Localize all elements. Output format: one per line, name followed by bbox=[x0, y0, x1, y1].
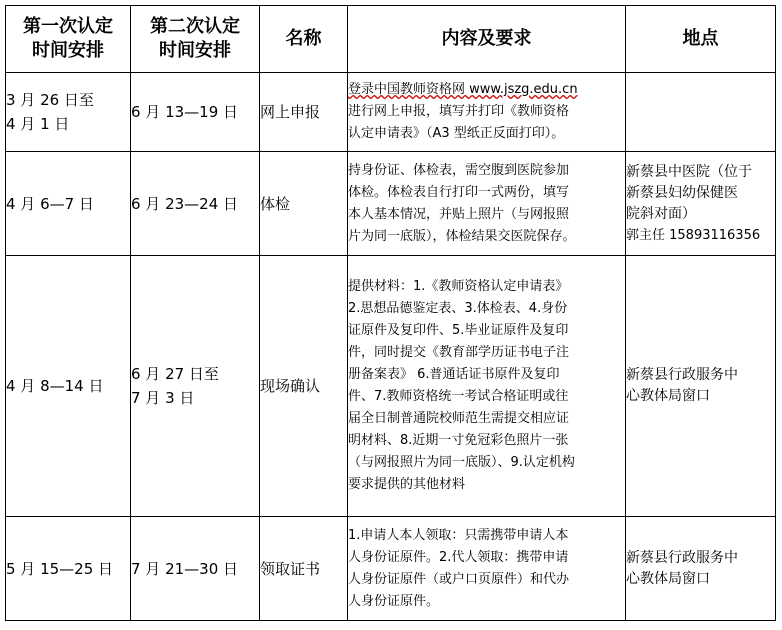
header-first-schedule: 第一次认定 时间安排 bbox=[6, 6, 131, 73]
schedule-table bbox=[5, 5, 776, 621]
place-cell: 新蔡县行政服务中 心教体局窗口 bbox=[626, 517, 776, 621]
place-cell: 新蔡县中医院（位于 新蔡县妇幼保健医 院斜对面） 郭主任 15893116356 bbox=[626, 152, 776, 256]
table-row bbox=[6, 517, 776, 621]
second-schedule-cell: 6 月 13—19 日 bbox=[131, 73, 260, 152]
item-name-cell: 现场确认 bbox=[260, 256, 348, 517]
item-name-cell: 网上申报 bbox=[260, 73, 348, 152]
content-cell: 1.申请人本人领取：只需携带申请人本 人身份证原件。2.代人领取：携带申请 人身份证原件（或户口页原件）和代办 人身份证原件。 bbox=[348, 517, 626, 621]
second-schedule-cell: 7 月 21—30 日 bbox=[131, 517, 260, 621]
header-row bbox=[6, 6, 776, 73]
item-name-cell: 体检 bbox=[260, 152, 348, 256]
header-second-schedule: 第二次认定 时间安排 bbox=[131, 6, 260, 73]
content-cell: 提供材料：1.《教师资格认定申请表》 2.思想品德鉴定表、3.体检表、4.身份 证原件及复印件、5.毕业证原件及复印 件，同时提交《教育部学历证书电子注 册备案表》 6.普通话证书原件及复印 件、7.教师资格统一考试合格证明或往 届全日制普通院校师范生需提交相应证 明材料、8.近期一寸免冠彩色照片一张 （与网报照片为同一底版）、9.认定机构 要求提供的其他材料 bbox=[348, 256, 626, 517]
content-cell: 登录中国教师资格网 www.jszg.edu.cn 进行网上申报，填写并打印《教师资格 认定申请表》（A3 型纸正反面打印）。 bbox=[348, 73, 626, 152]
first-schedule-cell: 4 月 8—14 日 bbox=[6, 256, 131, 517]
table-row bbox=[6, 73, 776, 152]
header-content: 内容及要求 bbox=[348, 6, 626, 73]
table-row bbox=[6, 256, 776, 517]
item-name-cell: 领取证书 bbox=[260, 517, 348, 621]
place-cell bbox=[626, 73, 776, 152]
first-schedule-cell: 4 月 6—7 日 bbox=[6, 152, 131, 256]
first-schedule-cell: 3 月 26 日至 4 月 1 日 bbox=[6, 73, 131, 152]
first-schedule-cell: 5 月 15—25 日 bbox=[6, 517, 131, 621]
place-cell: 新蔡县行政服务中 心教体局窗口 bbox=[626, 256, 776, 517]
content-cell: 持身份证、体检表，需空腹到医院参加 体检。体检表自行打印一式两份，填写 本人基本情况，并贴上照片（与网报照 片为同一底版），体检结果交医院保存。 bbox=[348, 152, 626, 256]
table-row bbox=[6, 152, 776, 256]
second-schedule-cell: 6 月 27 日至 7 月 3 日 bbox=[131, 256, 260, 517]
second-schedule-cell: 6 月 23—24 日 bbox=[131, 152, 260, 256]
header-name: 名称 bbox=[260, 6, 348, 73]
header-place: 地点 bbox=[626, 6, 776, 73]
